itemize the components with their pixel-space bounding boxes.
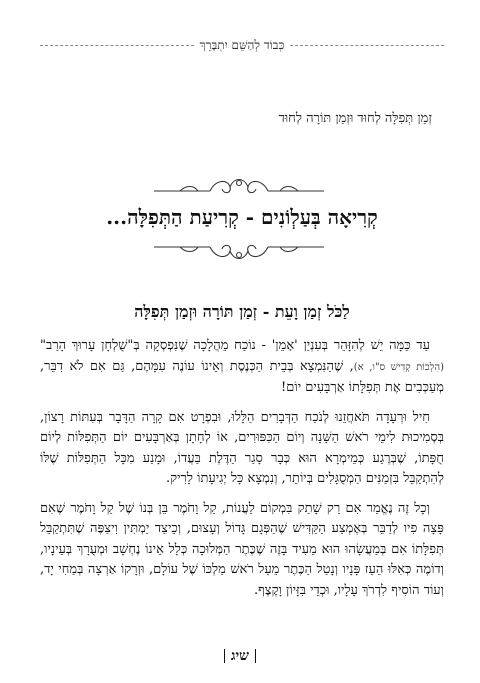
page-number-bar	[255, 649, 256, 663]
paragraph-text: עַד כַּמָּה יֵשׁ לְהִזָּהֵר בְּעִנְיַן 'אָמֵן' - נוֹכַח מֵהֲלָכָה שֶׁנִּפְסְקָה בְּ"שֻׁלְחָן עָרוּךְ הָרַב"	[40, 338, 430, 353]
paragraph: חִיל וּרְעָדָה תֹּאחֲזֵנוּ לְנֹכַח הַדְּבָרִים הַלָּלוּ, וּבִפְרָט אִם קָרָה הַדָּבָר בְּעִתּוֹת רָצוֹן, בְּסְמִיכוּת לִימֵי רֹאשׁ הַשָּׁנָה וְיוֹם הַכִּפּוּרִים, אוֹ לְחָתָן בְּאַרְבָּעִים יוֹם הַתְּפִלּוֹת לְיוֹם חֻפָּתוֹ, שֶׁבְּרֶגַע כְּמֵימְרָא הוּא כְּבָר סָגַר הַדֶּלֶת בַּעֲדוֹ, וּמָנַע מִכָּל הַתְּפִלּוֹת שֶׁלּוֹ לְהִתְקַבֵּל בִּזְמַנִּים הַמְסֻגָּלִים בְּיוֹתֵר, וְנִמְצָא כָּל יְגִיעָתוֹ לָרִיק.	[40, 409, 444, 486]
page-number-bar	[224, 649, 225, 663]
section-subheader: זְמַן תְּפִלָּה לְחוּד וּזְמַן תּוֹרָה לְחוּד	[278, 111, 432, 126]
header-divider-left	[40, 45, 194, 46]
page-number	[0, 648, 480, 665]
chapter-title: קְרִיאָה בְּעַלְוֹנִים - קְרִיעַת הַתְּפִלָּה...	[106, 205, 378, 229]
ornament-divider-icon	[150, 173, 328, 199]
page-number-text: שיג	[230, 648, 250, 664]
ornament-divider-icon	[150, 239, 328, 265]
running-header	[40, 38, 444, 53]
body-text	[40, 336, 444, 610]
paragraph: וְכָל זֶה נֶאֱמַר אִם רַק שָׁתַק בִּמְקוֹם לַעֲנוֹת, קַל וָחֹמֶר בֵּן בְּנוֹ שֶׁל קַל וָחֹמֶר שֶׁאִם פָּצָה פִיו לְדַבֵּר בְּאֶמְצַע הַקַּדִּישׁ שֶׁהַפְּגָם גָּדוֹל וְעָצוּם, וְכֵיצַד יַמְתִּין וִיצַפֶּה שֶׁתִּתְקַבֵּל תְּפִלָּתוֹ אִם בְּמַעֲשָׂהוּ הוּא מֵעִיד בָּזֶה שֶׁכֶּתֶר הַמְּלוּכָה כְּלָל אֵינוֹ נֶחְשָׁב וּמְעֻרָךְ בְּעֵינָיו, וְדוֹמֶה כְּאִלּוּ הֵעֵז פָּנָיו וְנָטַל הַכֶּתֶר מֵעַל רֹאשׁ מַלְכּוֹ שֶׁל עוֹלָם, וּזְרָקוֹ אַרְצָה בְּמַחִי יָד, וְעוֹד הוֹסִיף לִדְרֹךְ עָלָיו, וּכְדֵי בִּזָּיוֹן וָקֶצֶף.	[40, 500, 444, 598]
section-title: לַכֹּל זְמַן וָעֵת - זְמַן תּוֹרָה וּזְמַן תְּפִלָּה	[134, 302, 350, 321]
running-header-text: כְּבוֹד לְהַשֵּׁם יִתְבָּרֵךְ	[199, 38, 285, 52]
source-reference: (הִלְכוֹת קְדִישׁ ס"ו, א)	[353, 361, 445, 373]
header-divider-right	[290, 45, 444, 46]
paragraph	[40, 336, 444, 399]
paragraph-text: , שֶׁהַנִּמְצָא בְּבֵית הַכְּנֶסֶת וְאֵינוֹ עוֹנֶה עִמָּהֶם, גַּם אִם לֹא דִבֵּר, מְעַכְּבִים אֶת תְּפִלָּתוֹ אַרְבָּעִים יוֹם!	[40, 358, 444, 395]
